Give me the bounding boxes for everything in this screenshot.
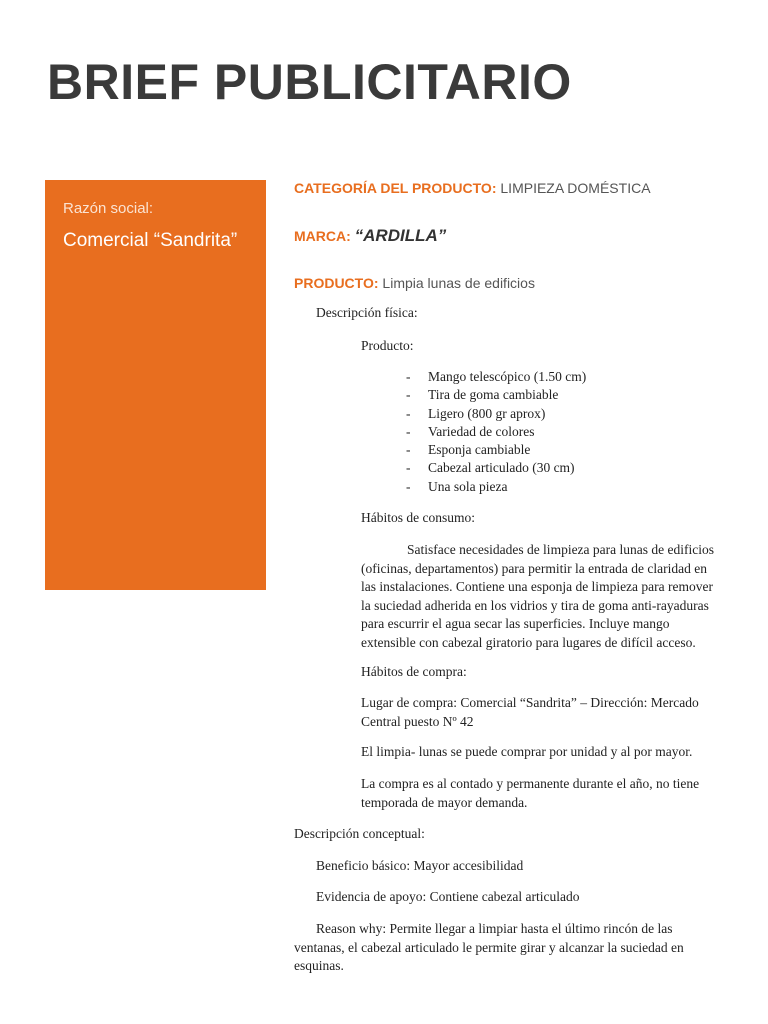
list-item: - Cabezal articulado (30 cm)	[406, 460, 575, 476]
product-value: Limpia lunas de edificios	[382, 275, 535, 291]
paragraph-line: ventanas, el cabezal articulado le permite girar y alcanzar la suciedad en	[294, 939, 684, 955]
list-item: - Una sola pieza	[406, 478, 508, 494]
purchase-payment	[361, 775, 761, 812]
company-sidebar	[45, 180, 266, 590]
paragraph-line: La compra es al contado y permanente durante el año, no tiene	[361, 776, 700, 791]
physical-description-label: Descripción física:	[316, 305, 418, 320]
product-line	[294, 275, 535, 291]
paragraph-line: las instalaciones. Contiene una esponja de limpieza para remover	[361, 579, 713, 594]
list-item: - Ligero (800 gr aprox)	[406, 405, 546, 421]
category-key: CATEGORÍA DEL PRODUCTO:	[294, 180, 497, 196]
paragraph-line: Reason why: Permite llegar a limpiar hasta el último rincón de las	[316, 921, 673, 936]
feature-list	[406, 368, 586, 496]
paragraph-line: esquinas.	[294, 958, 344, 973]
brand-line	[294, 226, 446, 246]
reason-why	[294, 920, 714, 976]
paragraph-line: Lugar de compra: Comercial “Sandrita” – Dirección: Mercado	[361, 695, 699, 710]
list-item: - Esponja cambiable	[406, 442, 531, 458]
company-label: Razón social:	[63, 200, 154, 217]
conceptual-description-label: Descripción conceptual:	[294, 826, 425, 841]
product-key: PRODUCTO:	[294, 275, 379, 291]
paragraph-line: temporada de mayor demanda.	[361, 794, 528, 810]
list-item: - Mango telescópico (1.50 cm)	[406, 369, 587, 384]
paragraph-line: Satisface necesidades de limpieza para lunas de edificios	[407, 542, 714, 557]
company-name: Comercial “Sandrita”	[63, 230, 238, 251]
paragraph-line: para escurrir el agua secar las superficies. Incluye mango	[361, 616, 670, 631]
support-evidence: Evidencia de apoyo: Contiene cabezal articulado	[316, 889, 580, 904]
product-label: Producto:	[361, 338, 414, 353]
purchase-habits-label: Hábitos de compra:	[361, 664, 467, 679]
category-value: LIMPIEZA DOMÉSTICA	[500, 180, 651, 196]
paragraph-line: Central puesto Nº 42	[361, 713, 474, 729]
consumption-habits-label: Hábitos de consumo:	[361, 510, 475, 525]
list-item: - Tira de goma cambiable	[406, 387, 559, 403]
page-title: BRIEF PUBLICITARIO	[47, 54, 572, 110]
paragraph-line: (oficinas, departamentos) para permitir la entrada de claridad en	[361, 560, 707, 576]
brand-key: MARCA:	[294, 228, 351, 244]
consumption-paragraph	[361, 541, 761, 652]
purchase-units: El limpia- lunas se puede comprar por unidad y al por mayor.	[361, 744, 693, 759]
paragraph-line: extensible con cabezal giratorio para lugares de difícil acceso.	[361, 634, 696, 650]
basic-benefit: Beneficio básico: Mayor accesibilidad	[316, 858, 524, 873]
paragraph-line: la suciedad adherida en los vidrios y tira de goma anti-rayaduras	[361, 597, 709, 613]
list-item: - Variedad de colores	[406, 423, 535, 439]
category-line	[294, 180, 651, 196]
brand-value: “ARDILLA”	[354, 226, 447, 245]
purchase-place	[361, 694, 761, 731]
